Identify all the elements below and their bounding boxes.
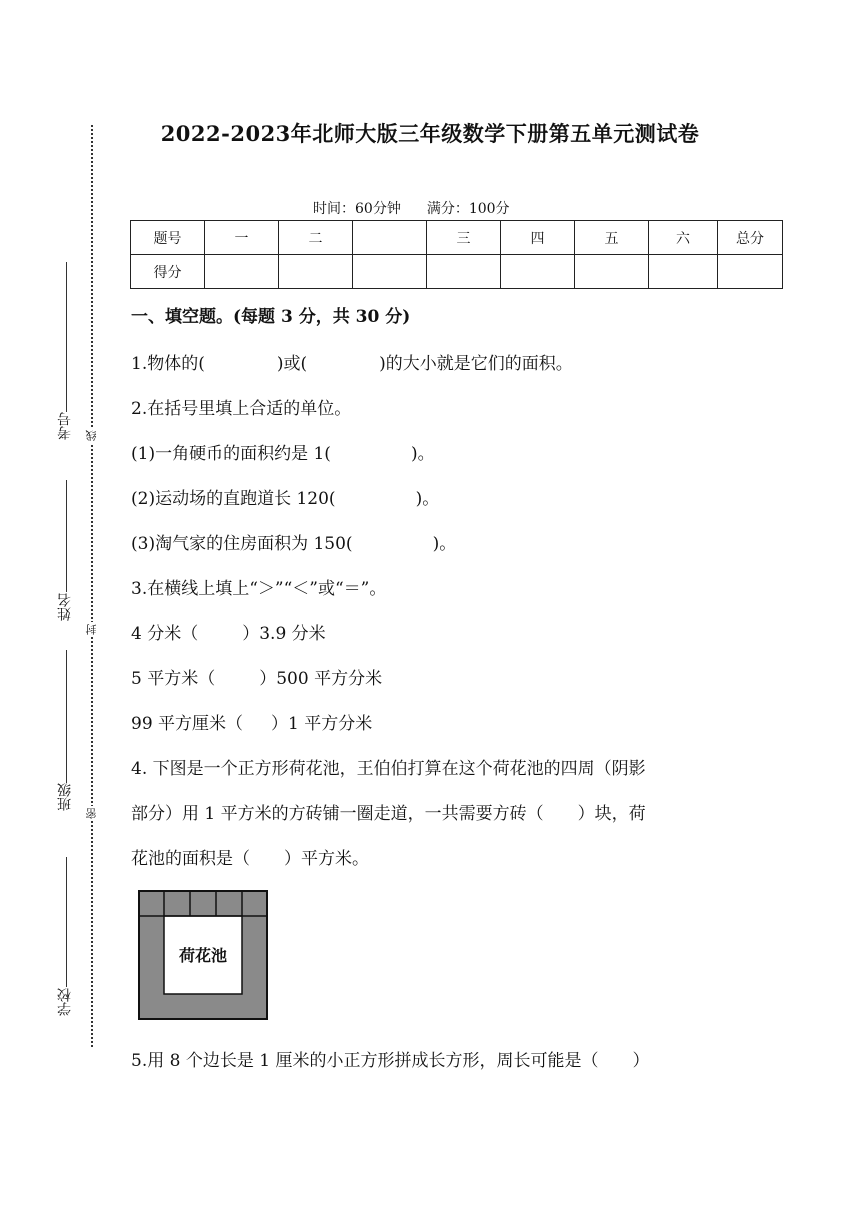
q2-1-text: (1)一角硬币的面积约是 1( [131, 444, 331, 464]
pond-label: 荷花池 [178, 946, 228, 965]
q1-text-a: 1.物体的( [131, 354, 205, 374]
score-cell[interactable] [575, 255, 649, 289]
q3-3-text-b: ）1 平方分米 [271, 714, 373, 734]
header-cell: 四 [501, 221, 575, 255]
time-limit: 时间：60分钟 [313, 201, 401, 217]
exam-meta [313, 198, 510, 218]
q2-1-close: )。 [410, 444, 435, 464]
lotus-pond-figure [138, 890, 268, 1020]
question-4-line-2: 部分）用 1 平方米的方砖铺一圈走道，一共需要方砖（ ）块，荷 [131, 804, 646, 824]
header-cell: 六 [649, 221, 718, 255]
seal-mark-secret: 密 [85, 808, 98, 819]
header-cell: 二 [279, 221, 353, 255]
header-cell: 五 [575, 221, 649, 255]
question-4-line-3: 花池的面积是（ ）平方米。 [131, 849, 369, 869]
header-cell: 题号 [131, 221, 205, 255]
header-cell [353, 221, 427, 255]
score-table-header-row [131, 221, 783, 255]
question-2-1 [131, 439, 435, 464]
score-cell[interactable] [353, 255, 427, 289]
q1-text-c: )的大小就是它们的面积。 [379, 354, 573, 374]
class-rule [66, 650, 67, 783]
score-cell[interactable] [718, 255, 783, 289]
question-5: 5.用 8 个边长是 1 厘米的小正方形拼成长方形，周长可能是（ ） [131, 1051, 650, 1071]
q2-3-close: )。 [432, 534, 457, 554]
header-cell: 总分 [718, 221, 783, 255]
question-3-2 [131, 664, 382, 689]
question-3-stem: 3.在横线上填上“＞”“＜”或“＝”。 [131, 579, 387, 599]
school-label: 学校 [57, 988, 73, 1016]
score-cell[interactable] [205, 255, 279, 289]
full-score: 满分：100分 [426, 201, 510, 217]
score-cell[interactable] [427, 255, 501, 289]
binding-dotted-line [91, 125, 93, 1047]
q2-2-text: (2)运动场的直跑道长 120( [131, 489, 336, 509]
question-2-stem: 2.在括号里填上合适的单位。 [131, 399, 352, 419]
seal-mark-line: 线 [85, 430, 98, 441]
score-cell[interactable] [501, 255, 575, 289]
name-rule [66, 480, 67, 592]
question-2-2 [131, 484, 439, 509]
score-table-score-row [131, 255, 783, 289]
score-cell[interactable] [649, 255, 718, 289]
score-table [130, 220, 783, 289]
q3-1-text-a: 4 分米（ [131, 624, 199, 644]
seal-mark-seal: 封 [85, 624, 98, 635]
header-cell: 三 [427, 221, 501, 255]
question-3-3 [131, 709, 372, 734]
score-row-label: 得分 [131, 255, 205, 289]
q2-2-close: )。 [415, 489, 440, 509]
exam-number-label: 考号 [57, 412, 73, 440]
question-2-3 [131, 529, 456, 554]
class-label: 班级 [57, 783, 73, 811]
question-4-line-1: 4. 下图是一个正方形荷花池，王伯伯打算在这个荷花池的四周（阴影 [131, 759, 646, 779]
q3-2-text-b: ）500 平方分米 [259, 669, 383, 689]
exam-number-rule [66, 262, 67, 412]
q3-2-text-a: 5 平方米（ [131, 669, 216, 689]
question-3-1 [131, 619, 326, 644]
q1-text-b: )或( [276, 354, 308, 374]
q3-1-text-b: ）3.9 分米 [242, 624, 326, 644]
score-cell[interactable] [279, 255, 353, 289]
header-cell: 一 [205, 221, 279, 255]
school-rule [66, 857, 67, 987]
page-title: 2022-2023年北师大版三年级数学下册第五单元测试卷 [160, 121, 700, 146]
q2-3-text: (3)淘气家的住房面积为 150( [131, 534, 353, 554]
question-1 [131, 349, 573, 374]
q3-3-text-a: 99 平方厘米（ [131, 714, 244, 734]
section-heading: 一、填空题。(每题 3 分，共 30 分) [131, 307, 411, 327]
name-label: 姓名 [57, 593, 73, 621]
